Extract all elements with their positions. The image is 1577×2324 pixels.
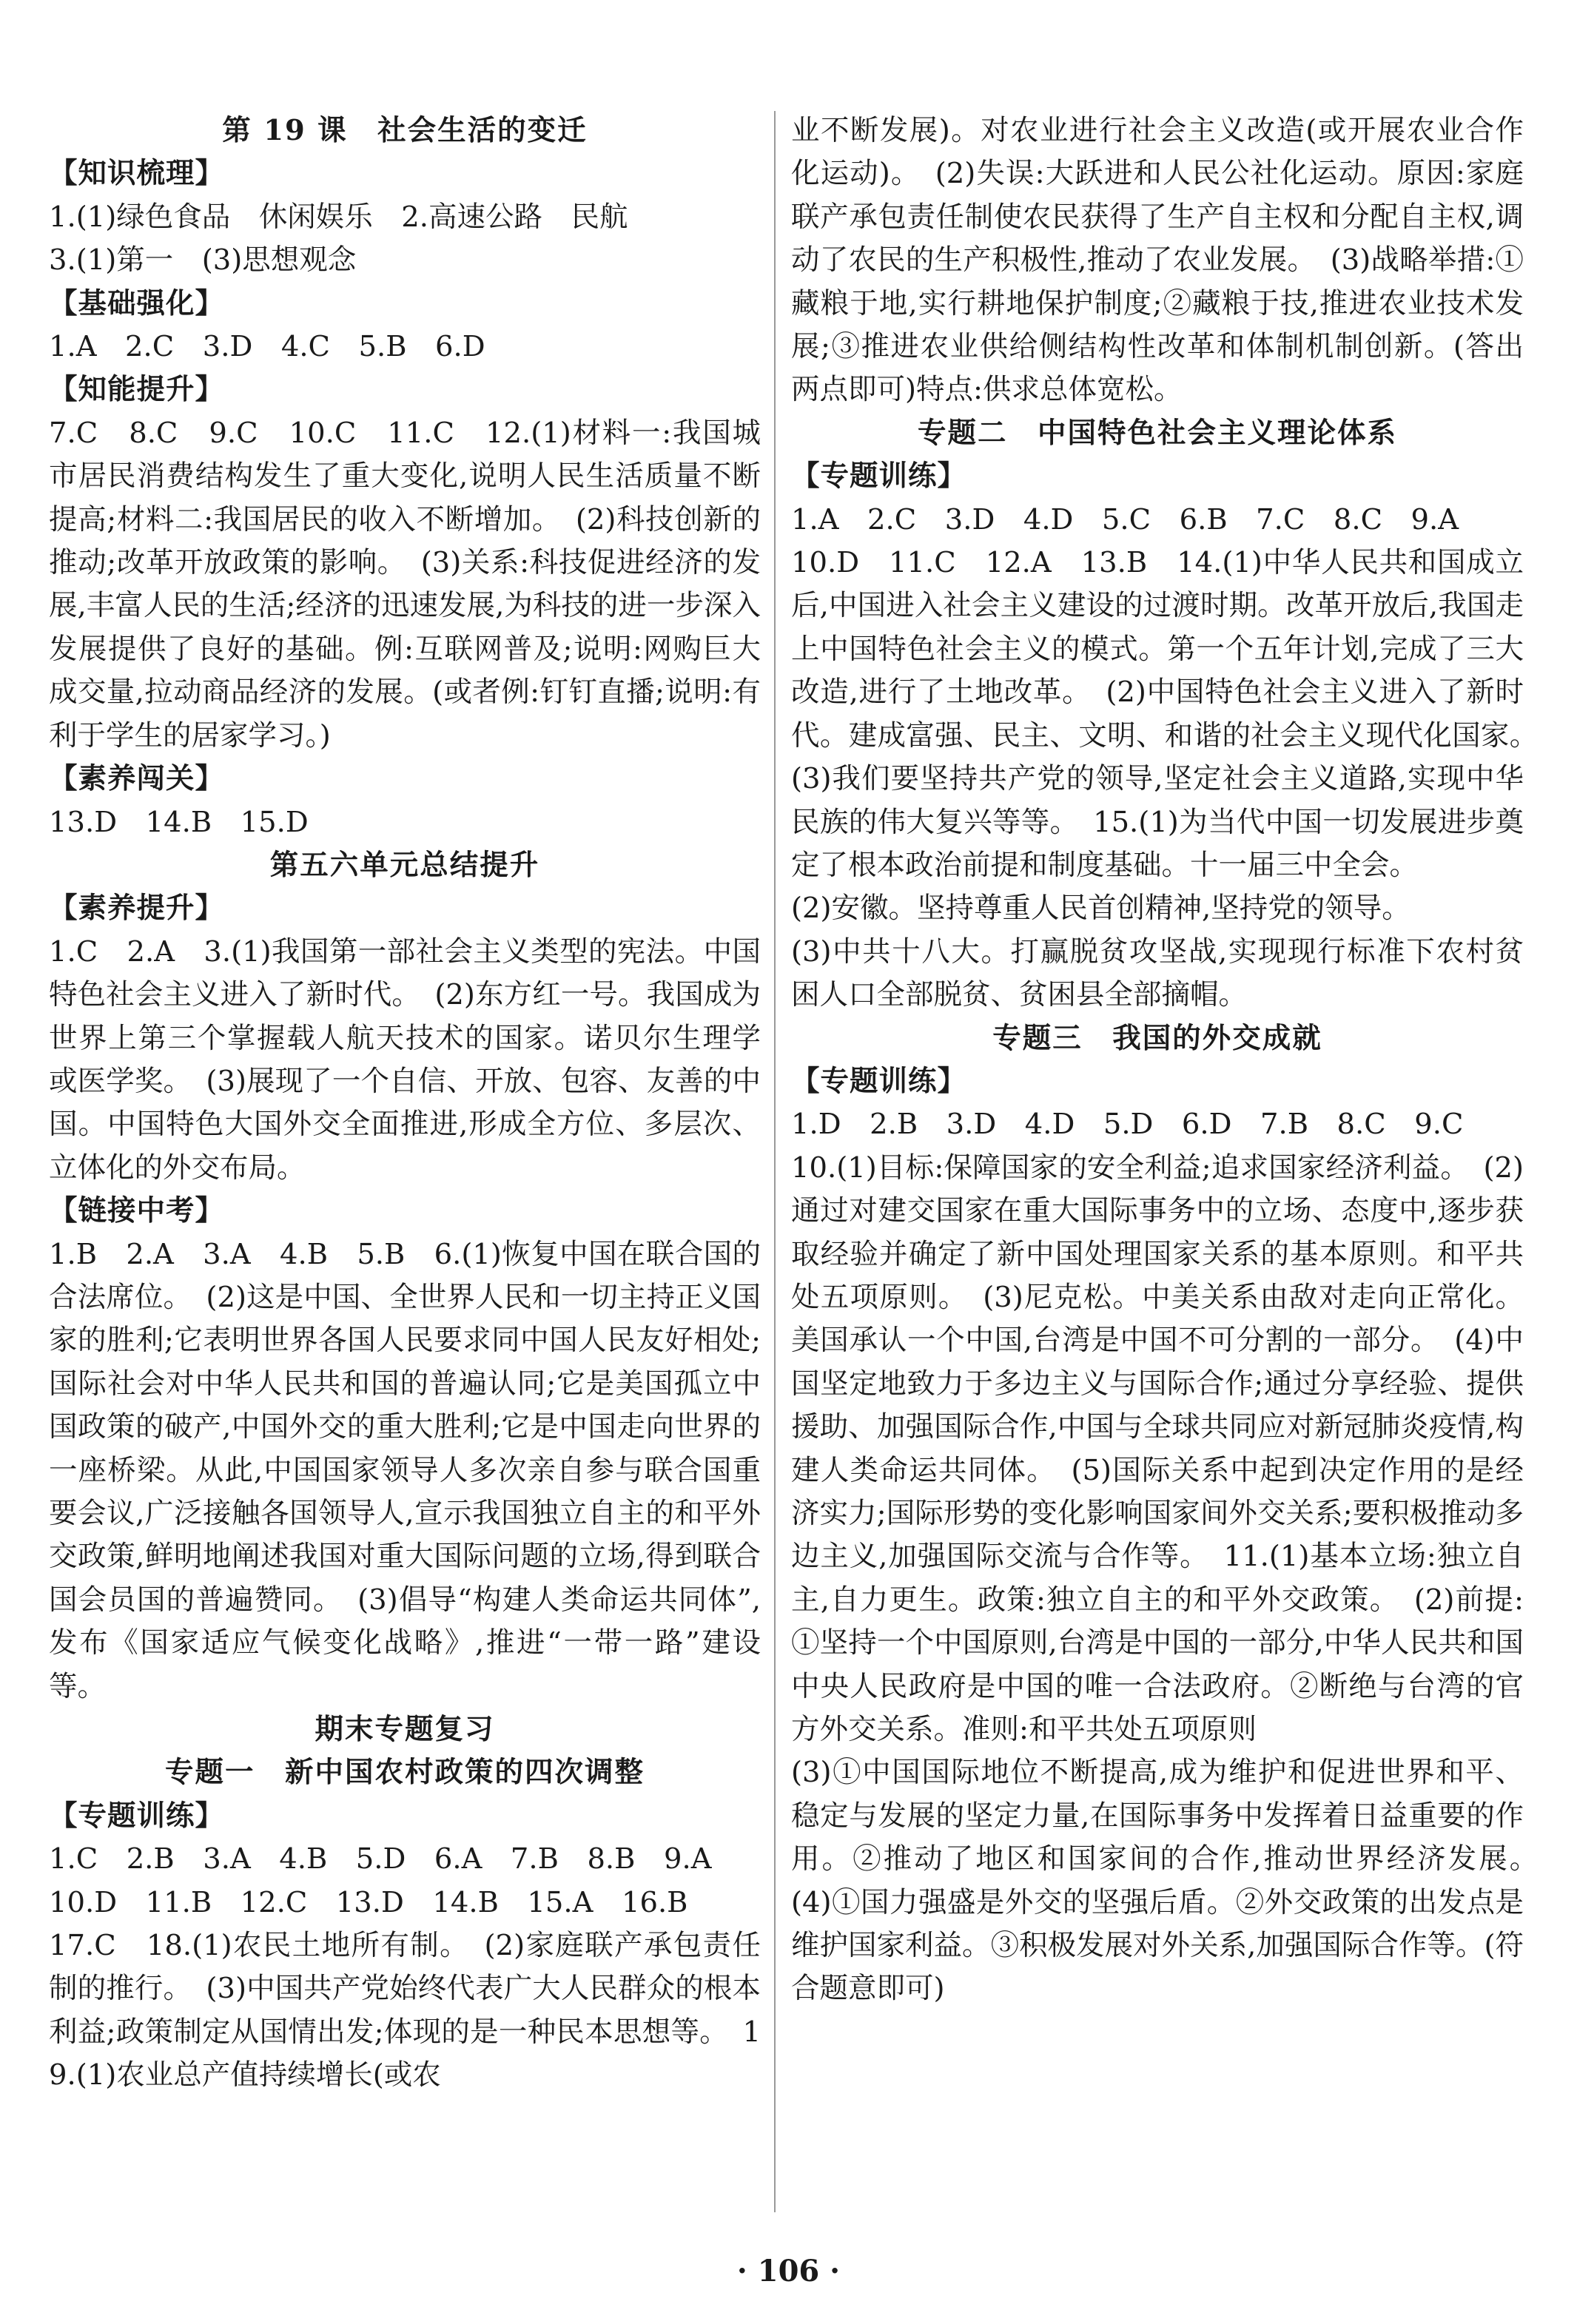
answer-paragraph: (3)中共十八大。打赢脱贫攻坚战,实现现行标准下农村贫困人口全部脱贫、贫困县全部摘帽。	[791, 934, 1524, 1012]
subsection-label: 【素养闯关】	[49, 762, 225, 796]
answer-paragraph: 1.B 2.A 3.A 4.B 5.B 6.(1)恢复中国在联合国的合法席位。 (2)这是中国、全世界人民和一切主持正义国家的胜利;它表明世界各国人民要求同中国人民友好相处;国际社会对中华人民共和国的普遍认同;它是美国孤立中国政策的破产,中国外交的重大胜利;它是中国走向世界的一座桥梁。从此,中国国家领导人多次亲自参与联合国重要会议,广泛接触各国领导人,宣示我国独立自主的和平外交政策,鲜明地阐述我国对重大国际问题的立场,得到联合国会员国的普遍赞同。 (3)倡导“构建人类命运共同体”,发布《国家适应气候变化战略》,推进“一带一路”建设等。	[49, 1237, 761, 1703]
page-number: · 106 ·	[736, 2254, 841, 2288]
answer-paragraph: 1.A 2.C 3.D 4.D 5.C 6.B 7.C 8.C 9.A	[791, 502, 1459, 536]
answer-paragraph: 业不断发展)。对农业进行社会主义改造(或开展农业合作化运动)。 (2)失误:大跃进和人民公社化运动。原因:家庭联产承包责任制使农民获得了生产自主权和分配自主权,调动了农民的生产积极性,推动了农业发展。 (3)战略举措:①藏粮于地,实行耕地保护制度;②藏粮于技,推进农业技术发展;③推进农业供给侧结构性改革和体制机制创新。(答出两点即可)特点:供求总体宽松。	[791, 114, 1524, 407]
answer-paragraph: 10.D 11.B 12.C 13.D 14.B 15.A 16.B	[49, 1885, 688, 1919]
answer-paragraph: 1.A 2.C 3.D 4.C 5.B 6.D	[49, 330, 485, 364]
answer-paragraph: 13.D 14.B 15.D	[49, 805, 309, 839]
section-heading: 专题二 中国特色社会主义理论体系	[917, 416, 1397, 450]
answer-paragraph: 10.(1)目标:保障国家的安全利益;追求国家经济利益。 (2)通过对建交国家在重大国际事务中的立场、态度中,逐步获取经验并确定了新中国处理国家关系的基本原则。和平共处五项原则。 (3)尼克松。中美关系由敌对走向正常化。美国承认一个中国,台湾是中国不可分割的一部分。 (4)中国坚定地致力于多边主义与国际合作;通过分享经验、提供援助、加强国际合作,中国与全球共同应对新冠肺炎疫情,构建人类命运共同体。 (5)国际关系中起到决定作用的是经济实力;国际形势的变化影响国家间外交关系;要积极推动多边主义,加强国际交流与合作等。 11.(1)基本立场:独立自主,自力更生。政策:独立自主的和平外交政策。 (2)前提:①坚持一个中国原则,台湾是中国的一部分,中华人民共和国中央人民政府是中国的唯一合法政府。②断绝与台湾的官方外交关系。准则:和平共处五项原则	[791, 1151, 1524, 1747]
answer-paragraph: 10.D 11.C 12.A 13.B 14.(1)中华人民共和国成立后,中国进入社会主义建设的过渡时期。改革开放后,我国走上中国特色社会主义的模式。第一个五年计划,完成了三大改造,进行了土地改革。 (2)中国特色社会主义进入了新时代。建成富强、民主、文明、和谐的社会主义现代化国家。 (3)我们要坚持共产党的领导,坚定社会主义道路,实现中华民族的伟大复兴等等。 15.(1)为当代中国一切发展进步奠定了根本政治前提和制度基础。十一届三中全会。	[791, 546, 1553, 882]
answer-paragraph: 1.D 2.B 3.D 4.D 5.D 6.D 7.B 8.C 9.C	[791, 1108, 1464, 1142]
section-heading: 专题一 新中国农村政策的四次调整	[164, 1756, 645, 1790]
subsection-label: 【链接中考】	[49, 1194, 225, 1228]
section-heading: 第 19 课 社会生活的变迁	[222, 114, 588, 147]
subsection-label: 【知能提升】	[49, 373, 225, 407]
column-divider	[774, 111, 776, 2212]
subsection-label: 【基础强化】	[49, 286, 225, 320]
section-heading: 期末专题复习	[315, 1713, 495, 1747]
answer-paragraph: (3)①中国国际地位不断提高,成为维护和促进世界和平、稳定与发展的坚定力量,在国际事务中发挥着日益重要的作用。②推动了地区和国家间的合作,推动世界经济发展。 (4)①国力强盛是外交的坚强后盾。②外交政策的出发点是维护国家利益。③积极发展对外关系,加强国际合作等。(符合题意即可)	[791, 1756, 1553, 2006]
answer-paragraph: 7.C 8.C 9.C 10.C 11.C 12.(1)材料一:我国城市居民消费结构发生了重大变化,说明人民生活质量不断提高;材料二:我国居民的收入不断增加。 (2)科技创新的推动;改革开放政策的影响。 (3)关系:科技促进经济的发展,丰富人民的生活;经济的迅速发展,为科技的进一步深入发展提供了良好的基础。例:互联网普及;说明:网购巨大成交量,拉动商品经济的发展。(或者例:钉钉直播;说明:有利于学生的居家学习。)	[49, 416, 761, 752]
left-column	[49, 110, 761, 2226]
subsection-label: 【专题训练】	[49, 1799, 225, 1833]
subsection-label: 【素养提升】	[49, 892, 225, 926]
subsection-label: 【知识梳理】	[49, 157, 225, 191]
answer-paragraph: 17.C 18.(1)农民土地所有制。 (2)家庭联产承包责任制的推行。 (3)中国共产党始终代表广大人民群众的根本利益;政策制定从国情出发;体现的是一种民本思想等。 19.(1)农业总产值持续增长(或农	[49, 1929, 761, 2092]
subsection-label: 【专题训练】	[791, 459, 967, 494]
answer-paragraph: 3.(1)第一 (3)思想观念	[49, 243, 357, 277]
answer-paragraph: 1.C 2.B 3.A 4.B 5.D 6.A 7.B 8.B 9.A	[49, 1842, 712, 1876]
right-column	[791, 110, 1553, 2226]
answer-paragraph: (2)安徽。坚持尊重人民首创精神,坚持党的领导。	[791, 892, 1410, 926]
section-heading: 专题三 我国的外交成就	[992, 1021, 1322, 1055]
answer-paragraph: 1.(1)绿色食品 休闲娱乐 2.高速公路 民航	[49, 200, 628, 234]
answer-paragraph: 1.C 2.A 3.(1)我国第一部社会主义类型的宪法。中国特色社会主义进入了新时代。 (2)东方红一号。我国成为世界上第三个掌握载人航天技术的国家。诺贝尔生理学或医学奖。 (3)展现了一个自信、开放、包容、友善的中国。中国特色大国外交全面推进,形成全方位、多层次、立体化的外交布局。	[49, 934, 761, 1185]
subsection-label: 【专题训练】	[791, 1064, 967, 1098]
section-heading: 第五六单元总结提升	[269, 848, 540, 882]
